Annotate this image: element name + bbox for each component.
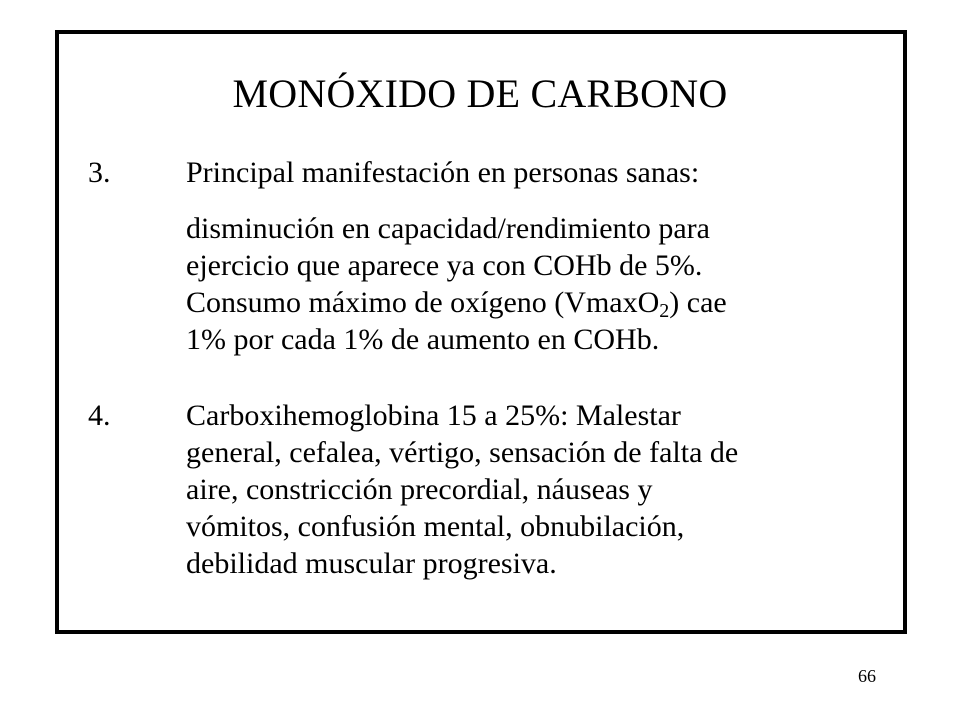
item-3-line-3-subscript: 2 (659, 300, 670, 322)
item-3-line-2: ejercicio que aparece ya con COHb de 5%. (186, 249, 703, 282)
item-4-line-2: general, cefalea, vértigo, sensación de falta de (186, 436, 739, 469)
item-4-line-3: aire, constricción precordial, náuseas y (186, 473, 653, 506)
item-4-line-4: vómitos, confusión mental, obnubilación, (186, 510, 685, 543)
item-3-line-3 (186, 284, 886, 321)
page-number: 66 (858, 666, 876, 686)
slide-title: MONÓXIDO DE CARBONO (232, 71, 728, 116)
item-4-line-1: Carboxihemoglobina 15 a 25%: Malestar (186, 399, 681, 432)
item-4-number: 4. (88, 399, 111, 432)
item-3-line-1: disminución en capacidad/rendimiento para (186, 212, 710, 245)
item-3-line-3-main: Consumo máximo de oxígeno (VmaxO (186, 286, 660, 319)
item-3-line-4: 1% por cada 1% de aumento en COHb. (186, 323, 660, 356)
item-3-line-3-end: ) cae (669, 286, 727, 319)
item-4-line-5: debilidad muscular progresiva. (186, 547, 557, 580)
item-3-heading: Principal manifestación en personas sanas: (186, 156, 700, 189)
item-3-number: 3. (88, 156, 111, 189)
